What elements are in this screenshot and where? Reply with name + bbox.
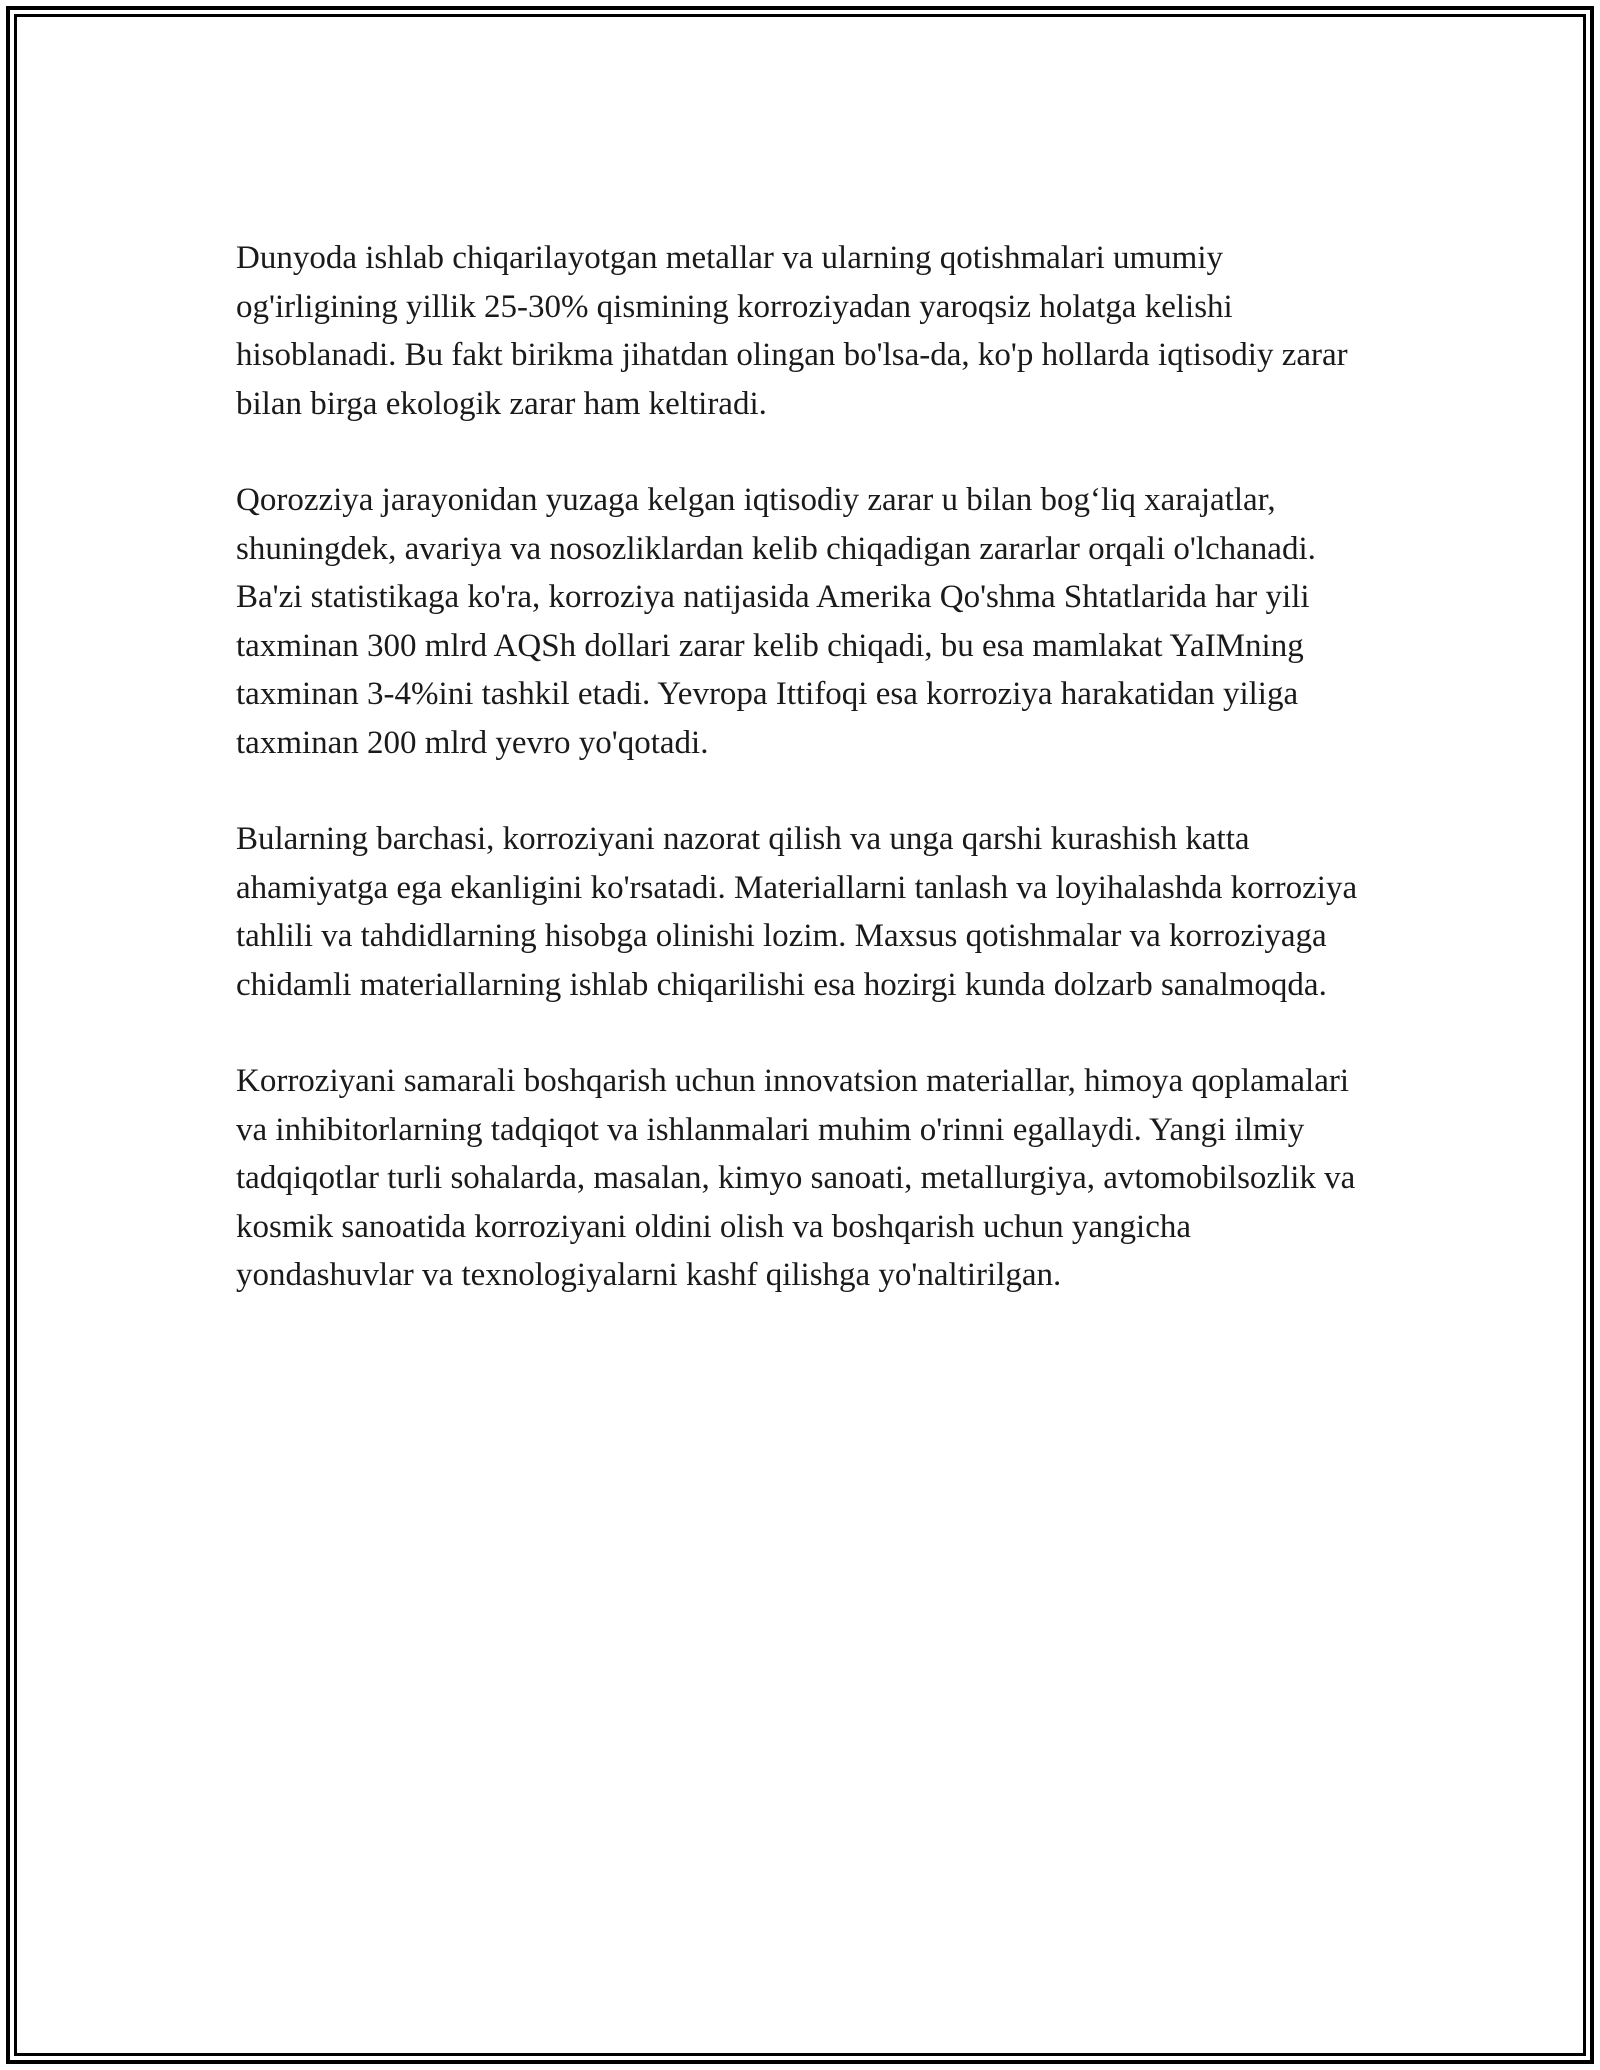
- paragraph-3: Bularning barchasi, korroziyani nazorat qilish va unga qarshi kurashish katta ahamiyatga ega ekanligini ko'rsatadi. Materiallarni tanlash va loyihalashda korroziya tahlili va tahdidlarning hisobga olinishi lozim. Maxsus qotishmalar va korroziyaga chidamli materiallarning ishlab chiqarilishi esa hozirgi kunda dolzarb sanalmoqda.: [236, 821, 1358, 1003]
- paragraph-1: Dunyoda ishlab chiqarilayotgan metallar va ularning qotishmalari umumiy og'irligining yillik 25-30% qismining korroziyadan yaroqsiz holatga kelishi hisoblanadi. Bu fakt birikma jihatdan olingan bo'lsa-da, ko'p hollarda iqtisodiy zarar bilan birga ekologik zarar ham keltiradi.: [236, 240, 1348, 422]
- paragraph-4: Korroziyani samarali boshqarish uchun innovatsion materiallar, himoya qoplamalari va inhibitorlarning tadqiqot va ishlanmalari muhim o'rinni egallaydi. Yangi ilmiy tadqiqotlar turli sohalarda, masalan, kimyo sanoati, metallurgiya, avtomobilsozlik va kosmik sanoatida korroziyani oldini olish va boshqarish uchun yangicha yondashuvlar va texnologiyalarni kashf qilishga yo'naltirilgan.: [236, 1063, 1356, 1293]
- document-body: [236, 234, 1376, 1348]
- paragraph-2: Qorozziya jarayonidan yuzaga kelgan iqtisodiy zarar u bilan bog‘liq xarajatlar, shuningdek, avariya va nosozliklardan kelib chiqadigan zararlar orqali o'lchanadi. Ba'zi statistikaga ko'ra, korroziya natijasida Amerika Qo'shma Shtatlarida har yili taxminan 300 mlrd AQSh dollari zarar kelib chiqadi, bu esa mamlakat YaIMning taxminan 3-4%ini tashkil etadi. Yevropa Ittifoqi esa korroziya harakatidan yiliga taxminan 200 mlrd yevro yo'qotadi.: [236, 482, 1316, 761]
